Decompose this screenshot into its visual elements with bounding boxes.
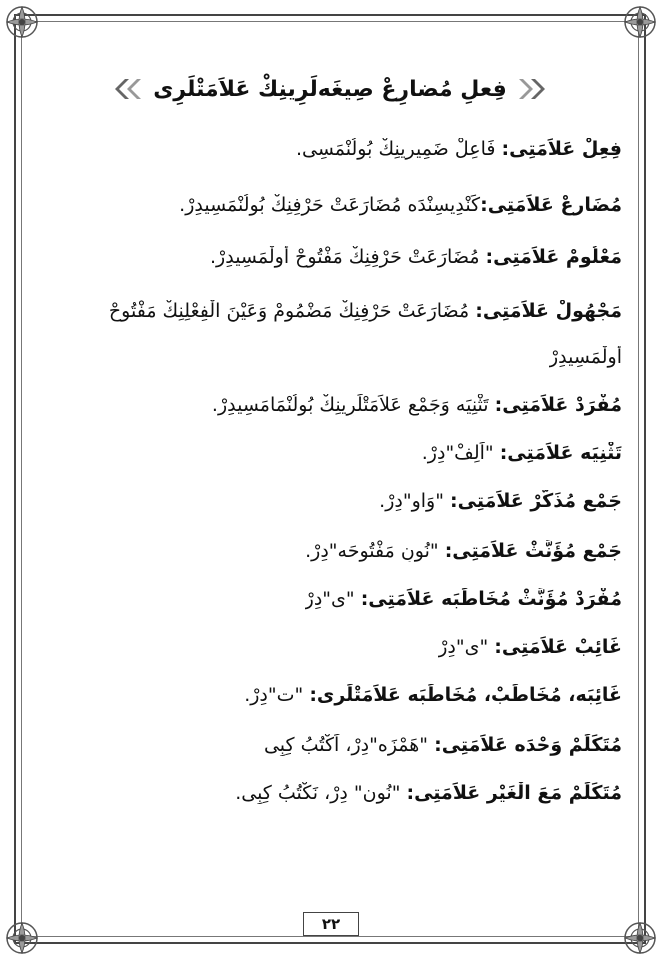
term: تَثْنِيَه عَلاَمَتِى: bbox=[499, 442, 622, 464]
description: كَنْدِيسِنْدَه مُضَارَعَتْ حَرْفِنِكْ بُولُنْمَسِيدِرْ. bbox=[179, 194, 481, 216]
text-line bbox=[210, 246, 622, 268]
term: جَمْع مُذَكَّرْ عَلاَمَتِى: bbox=[450, 490, 622, 512]
description: فَاعِلْ ضَمِيرِينِكْ بُولُنْمَسِى. bbox=[295, 138, 502, 160]
text-line bbox=[305, 588, 622, 610]
page-number: ٢٢ bbox=[303, 912, 359, 936]
description: "ت"دِرْ. bbox=[244, 684, 310, 706]
term: مُضَارِعْ عَلاَمَتِى: bbox=[480, 194, 622, 216]
text-line bbox=[179, 194, 622, 216]
text-line bbox=[212, 394, 622, 416]
double-chevron-ornament-icon bbox=[517, 77, 547, 101]
text-line bbox=[296, 138, 622, 160]
page-title: فِعلِ مُضارِعْ صِيغَه‌لَرِينِكْ عَلاَمَتْلَرِى bbox=[153, 76, 507, 102]
term: فِعِلْ عَلاَمَتِى: bbox=[501, 138, 622, 160]
term: مُتَكَلِّمْ وَحْدَه عَلاَمَتِى: bbox=[434, 734, 622, 756]
description: تَثْنِيَه وَجَمْع عَلاَمَتْلَرِينِكْ بُولُنْمَامَسِيدِرْ. bbox=[211, 394, 495, 416]
term: مَعْلُومْ عَلاَمَتِى: bbox=[485, 246, 622, 268]
floral-corner-ornament-icon bbox=[620, 918, 660, 958]
double-chevron-ornament-icon bbox=[113, 77, 143, 101]
title-row bbox=[120, 64, 540, 114]
description: "ى"دِرْ bbox=[304, 588, 361, 610]
text-line bbox=[379, 490, 622, 512]
term: مُفْرَدْ عَلاَمَتِى: bbox=[494, 394, 622, 416]
floral-corner-ornament-icon bbox=[2, 918, 42, 958]
floral-corner-ornament-icon bbox=[620, 2, 660, 42]
description: "ى"دِرْ bbox=[438, 636, 495, 658]
text-line bbox=[438, 636, 622, 658]
text-line bbox=[109, 300, 622, 322]
term: غَائِبَه، مُخَاطَبْ، مُخَاطَبَه عَلاَمَتْلَرِى: bbox=[309, 684, 622, 706]
text-line bbox=[549, 346, 622, 368]
description: "هَمْزَه"دِرْ، اَكْتُبُ كِبِى bbox=[263, 734, 435, 756]
term: جَمْع مُؤَنَّثْ عَلاَمَتِى: bbox=[444, 540, 622, 562]
description: مُضَارَعَتْ حَرْفِنِكْ مَفْتُوحْ أُولْمَسِيدِرْ. bbox=[210, 246, 486, 268]
term: مُتَكَلِّمْ مَعَ الْغَيْرِ عَلاَمَتِى: bbox=[406, 782, 622, 804]
text-line bbox=[305, 540, 622, 562]
text-line bbox=[244, 684, 622, 706]
floral-corner-ornament-icon bbox=[2, 2, 42, 42]
description: "نُونِ مَفْتُوحَه"دِرْ. bbox=[305, 540, 445, 562]
text-line bbox=[422, 442, 622, 464]
description: "وَاو"دِرْ. bbox=[379, 490, 450, 512]
text-line bbox=[235, 782, 622, 804]
term: مَجْهُولْ عَلاَمَتِى: bbox=[475, 300, 622, 322]
description: مُضَارَعَتْ حَرْفِنِكْ مَضْمُومْ وَعَيْنَ الْفِعْلِنِكْ مَفْتُوحْ bbox=[108, 300, 476, 322]
description: "اَلِفْ"دِرْ. bbox=[421, 442, 500, 464]
term: مُفْرَدْ مُؤَنَّثْ مُخَاطَبَه عَلاَمَتِى: bbox=[360, 588, 622, 610]
text-line bbox=[264, 734, 622, 756]
description: أُولْمَسِيدِرْ bbox=[548, 346, 622, 368]
term: غَائِبْ عَلاَمَتِى: bbox=[494, 636, 622, 658]
description: "نُون" دِرْ، نَكْتُبُ كِبِى. bbox=[235, 782, 407, 804]
